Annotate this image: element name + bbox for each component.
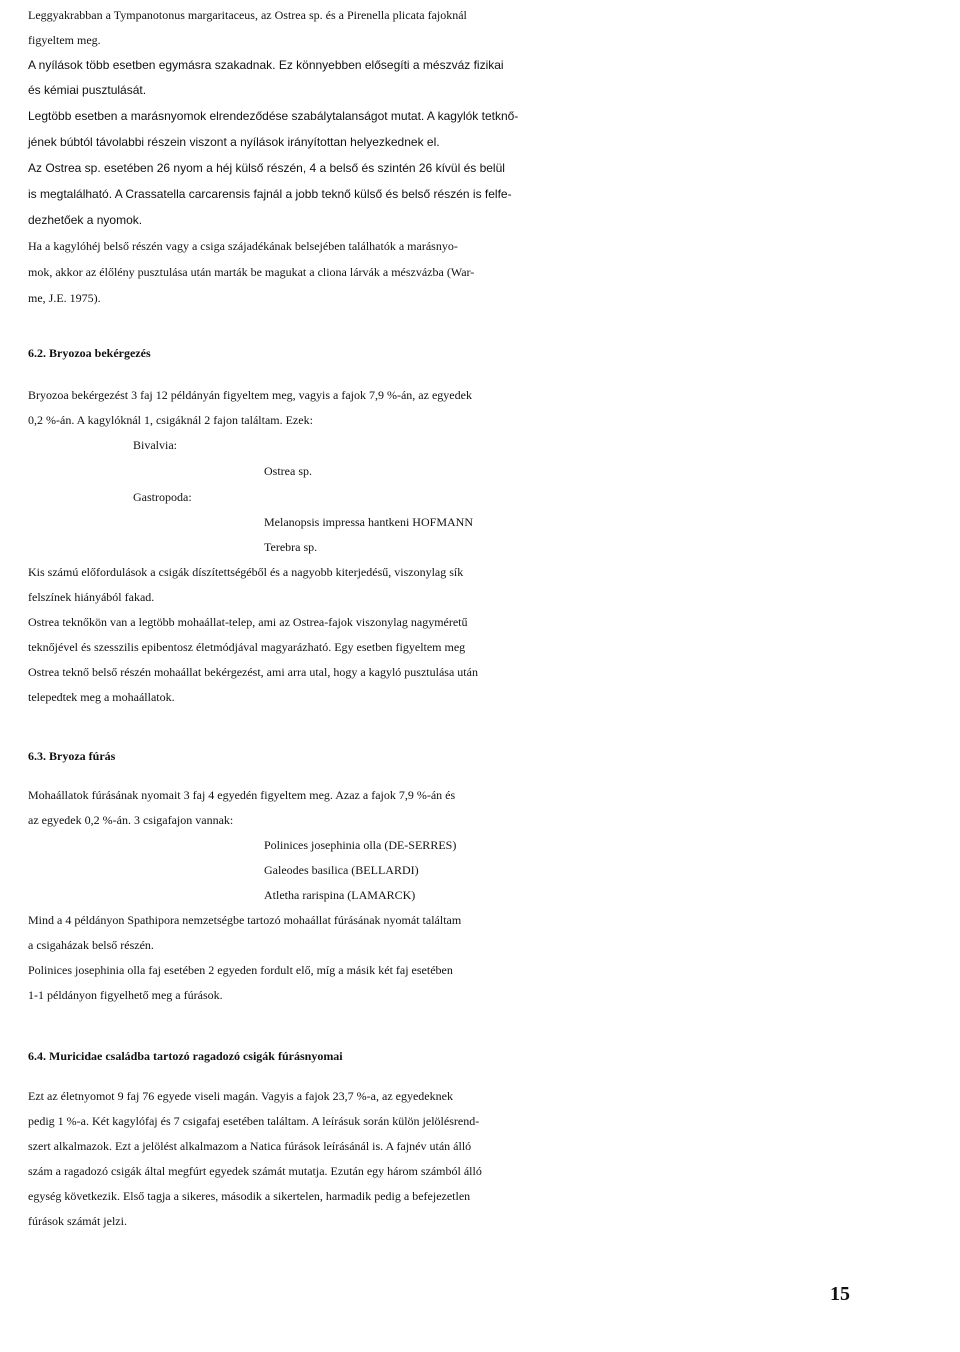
text-line: Ezt az életnyomot 9 faj 76 egyede viseli magán. Vagyis a fajok 23,7 %-a, az egyedeknek <box>28 1089 453 1103</box>
list-item: Polinices josephinia olla (DE-SERRES) <box>264 838 457 852</box>
text-line: A nyílások több esetben egymásra szakadnak. Ez könnyebben elősegíti a mészváz fizikai <box>28 58 504 72</box>
list-item: Atletha rarispina (LAMARCK) <box>264 888 416 902</box>
text-line: fúrások számát jelzi. <box>28 1214 127 1228</box>
list-label: Gastropoda: <box>133 490 192 504</box>
text-line: Ostrea teknőkön van a legtöbb mohaállat-telep, ami az Ostrea-fajok viszonylag nagyméretű <box>28 615 468 629</box>
text-line: dezhetőek a nyomok. <box>28 213 143 227</box>
list-label: Bivalvia: <box>133 438 177 452</box>
text-line: Leggyakrabban a Tympanotonus margaritaceus, az Ostrea sp. és a Pirenella plicata fajoknál <box>28 8 467 22</box>
text-line: 0,2 %-án. A kagylóknál 1, csigáknál 2 fajon találtam. Ezek: <box>28 413 313 427</box>
text-line: is megtalálható. A Crassatella carcarensis fajnál a jobb teknő külső és belső részén is felfe- <box>28 187 512 201</box>
page-number: 15 <box>830 1283 850 1305</box>
text-line: Bryozoa bekérgezést 3 faj 12 példányán figyeltem meg, vagyis a fajok 7,9 %-án, az egyedek <box>28 388 472 402</box>
list-item: Ostrea sp. <box>264 464 312 478</box>
text-line: me, J.E. 1975). <box>28 291 101 305</box>
text-line: felszínek hiányából fakad. <box>28 590 155 604</box>
text-line: jének búbtól távolabbi részein viszont a nyílások irányítottan helyezkednek el. <box>28 135 440 149</box>
section-heading: 6.3. Bryoza fúrás <box>28 749 116 763</box>
text-line: Ha a kagylóhéj belső részén vagy a csiga szájadékának belsejében találhatók a marásnyo- <box>28 239 458 253</box>
text-line: Polinices josephinia olla faj esetében 2 egyeden fordult elő, míg a másik két faj esetében <box>28 963 453 977</box>
text-line: mok, akkor az élőlény pusztulása után marták be magukat a cliona lárvák a mészvázba (War- <box>28 265 475 279</box>
text-line: pedig 1 %-a. Két kagylófaj és 7 csigafaj esetében találtam. A leírásuk során külön jelölésrend- <box>28 1114 480 1128</box>
text-line: teknőjével és szesszilis epibentosz életmódjával magyarázható. Egy esetben figyeltem meg <box>28 640 466 654</box>
text-line: Mind a 4 példányon Spathipora nemzetségbe tartozó mohaállat fúrásának nyomát találtam <box>28 913 462 927</box>
text-line: Mohaállatok fúrásának nyomait 3 faj 4 egyedén figyeltem meg. Azaz a fajok 7,9 %-án és <box>28 788 456 802</box>
list-item: Terebra sp. <box>264 540 318 554</box>
text-line: szert alkalmazok. Ezt a jelölést alkalmazom a Natica fúrások leírásánál is. A fajnév után álló <box>28 1139 472 1153</box>
text-line: egység következik. Első tagja a sikeres, második a sikertelen, harmadik pedig a befejezetlen <box>28 1189 471 1203</box>
text-line: figyeltem meg. <box>28 33 101 47</box>
text-line: telepedtek meg a mohaállatok. <box>28 690 175 704</box>
text-line: Kis számú előfordulások a csigák díszítettségéből és a nagyobb kiterjedésű, viszonylag sík <box>28 565 464 579</box>
text-line: Legtöbb esetben a marásnyomok elrendeződése szabálytalanságot mutat. A kagylók tetknő- <box>28 109 519 123</box>
text-line: és kémiai pusztulását. <box>28 83 147 97</box>
section-heading: 6.2. Bryozoa bekérgezés <box>28 346 151 360</box>
text-line: a csigaházak belső részén. <box>28 938 154 952</box>
text-line: Ostrea teknő belső részén mohaállat bekérgezést, ami arra utal, hogy a kagyló pusztulása után <box>28 665 478 679</box>
text-line: 1-1 példányon figyelhető meg a fúrások. <box>28 988 223 1002</box>
list-item: Galeodes basilica (BELLARDI) <box>264 863 419 877</box>
text-line: Az Ostrea sp. esetében 26 nyom a héj külső részén, 4 a belső és szintén 26 kívül és belül <box>28 161 505 175</box>
text-line: az egyedek 0,2 %-án. 3 csigafajon vannak: <box>28 813 234 827</box>
text-line: szám a ragadozó csigák által megfúrt egyedek számát mutatja. Ezután egy három számból álló <box>28 1164 482 1178</box>
list-item: Melanopsis impressa hantkeni HOFMANN <box>264 515 473 529</box>
section-heading: 6.4. Muricidae családba tartozó ragadozó csigák fúrásnyomai <box>28 1049 343 1063</box>
